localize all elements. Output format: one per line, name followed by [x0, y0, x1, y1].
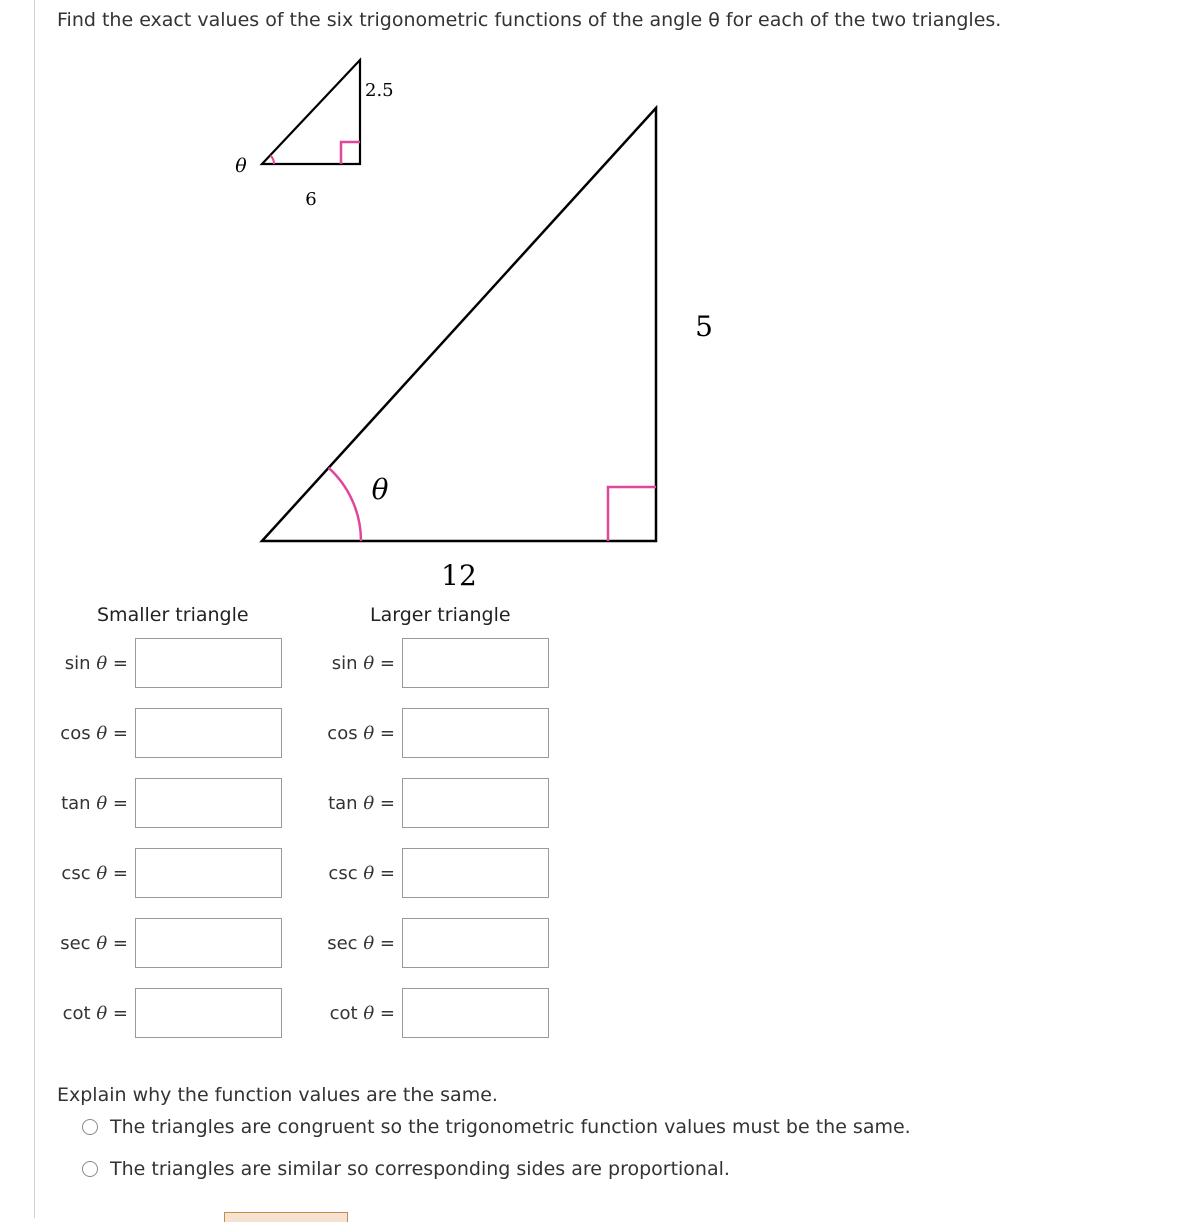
large-triangle-outline [262, 108, 656, 541]
option-similar-label: The triangles are similar so corresponding sides are proportional. [110, 1158, 730, 1180]
question-prompt: Find the exact values of the six trigonometric functions of the angle θ for each of the two triangles. [57, 9, 1002, 31]
larger-cot-label: cot θ = [329, 1003, 395, 1024]
larger-triangle-heading: Larger triangle [370, 604, 511, 626]
option-congruent[interactable] [82, 1113, 911, 1141]
larger-sec-label: sec θ = [327, 933, 395, 954]
larger-tan-input[interactable] [402, 778, 549, 828]
large-right-angle-mark [608, 487, 656, 541]
smaller-triangle-heading: Smaller triangle [97, 604, 249, 626]
larger-cos-input[interactable] [402, 708, 549, 758]
large-triangle [262, 108, 713, 592]
smaller-cos-label: cos θ = [60, 723, 128, 744]
submit-button-partial[interactable] [224, 1212, 348, 1222]
larger-csc-input[interactable] [402, 848, 549, 898]
larger-sin-label: sin θ = [331, 653, 395, 674]
smaller-sec-input[interactable] [135, 918, 282, 968]
large-base-label: 12 [441, 559, 477, 592]
larger-cot-input[interactable] [402, 988, 549, 1038]
radio-similar[interactable] [82, 1161, 98, 1177]
radio-congruent[interactable] [82, 1119, 98, 1135]
large-height-label: 5 [695, 310, 713, 343]
small-height-label: 2.5 [365, 80, 394, 101]
triangles-figure [0, 0, 1202, 610]
option-similar[interactable] [82, 1155, 730, 1183]
small-angle-arc [271, 156, 275, 165]
larger-csc-label: csc θ = [328, 863, 395, 884]
smaller-tan-label: tan θ = [61, 793, 128, 814]
smaller-csc-label: csc θ = [61, 863, 128, 884]
smaller-sin-input[interactable] [135, 638, 282, 688]
left-border [34, 0, 35, 1218]
small-triangle-outline [262, 60, 360, 164]
small-triangle [235, 60, 393, 210]
large-angle-arc [329, 468, 361, 541]
smaller-cos-input[interactable] [135, 708, 282, 758]
small-theta-label: θ [235, 155, 247, 177]
explain-question: Explain why the function values are the same. [57, 1084, 498, 1106]
smaller-cot-input[interactable] [135, 988, 282, 1038]
option-congruent-label: The triangles are congruent so the trigonometric function values must be the same. [110, 1116, 911, 1138]
larger-sec-input[interactable] [402, 918, 549, 968]
smaller-sec-label: sec θ = [60, 933, 128, 954]
larger-tan-label: tan θ = [328, 793, 395, 814]
small-right-angle-mark [341, 142, 360, 164]
smaller-tan-input[interactable] [135, 778, 282, 828]
smaller-csc-input[interactable] [135, 848, 282, 898]
smaller-sin-label: sin θ = [64, 653, 128, 674]
larger-cos-label: cos θ = [327, 723, 395, 744]
smaller-cot-label: cot θ = [62, 1003, 128, 1024]
small-base-label: 6 [305, 189, 317, 210]
larger-sin-input[interactable] [402, 638, 549, 688]
large-theta-label: θ [371, 473, 389, 506]
